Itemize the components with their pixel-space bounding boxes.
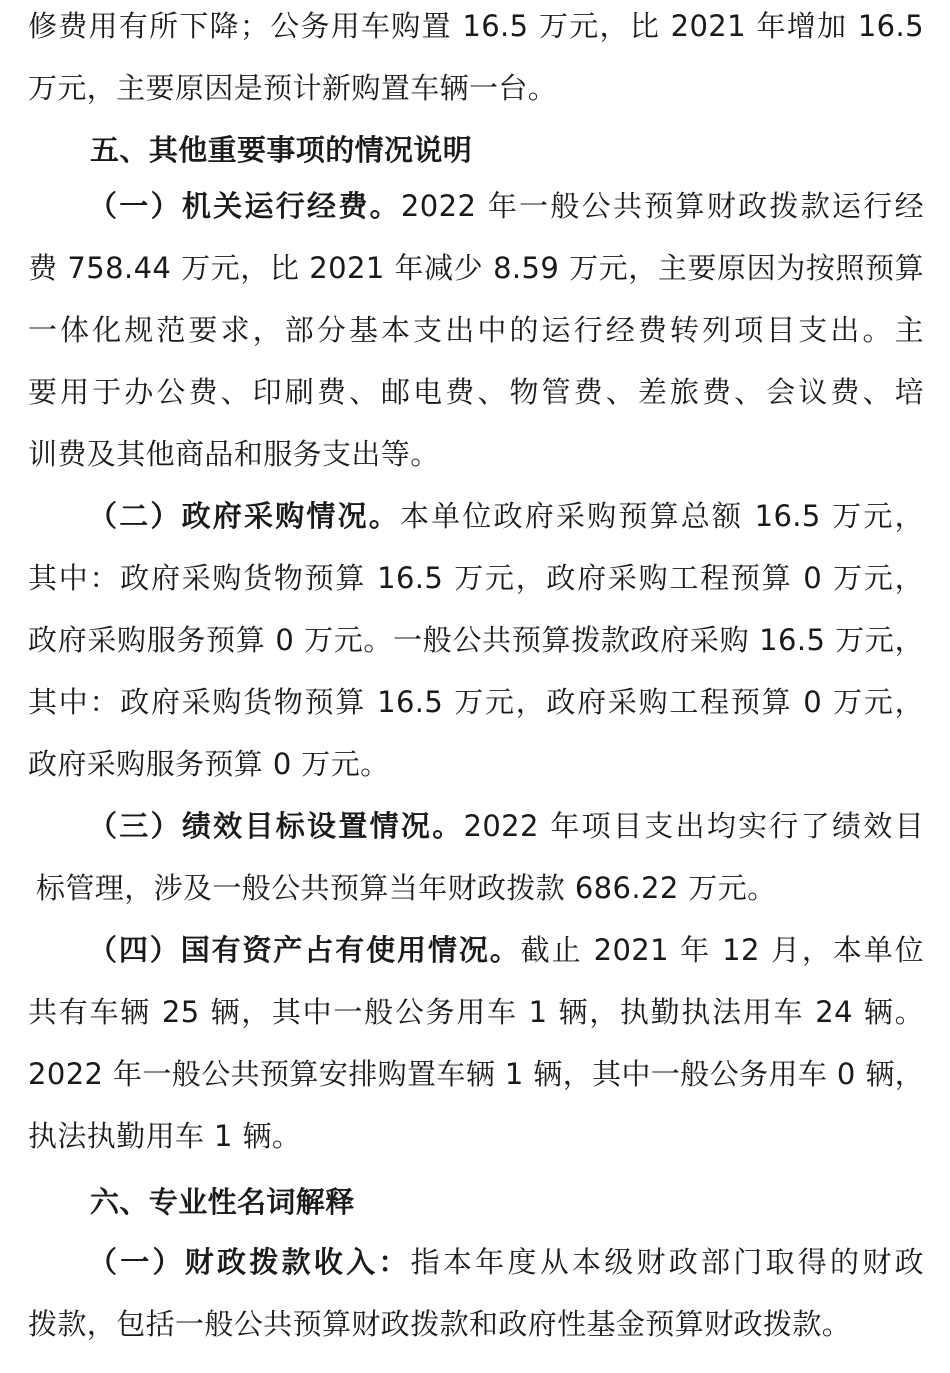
paragraph-line: 一体化规范要求，部分基本支出中的运行经费转列项目支出。主 [28,313,924,347]
item-first-line [88,1242,924,1282]
item-first-line [88,930,924,970]
item-first-line [88,496,924,536]
item-title: （四）国有资产占有使用情况。 [88,933,521,967]
item-text: 指本年度从本级财政部门取得的财政 [410,1245,924,1279]
item-title: （一）机关运行经费。 [88,189,401,223]
item-first-line [88,186,924,226]
paragraph-line: 标管理，涉及一般公共预算当年财政拨款 686.22 万元。 [36,871,777,905]
item-title: （三）绩效目标设置情况。 [88,809,464,843]
item-text: 截止 2021 年 12 月，本单位 [520,933,924,967]
paragraph-line: 政府采购服务预算 0 万元。一般公共预算拨款政府采购 16.5 万元， [28,623,924,657]
item-text: 2022 年一般公共预算财政拨款运行经 [400,189,924,223]
item-first-line [88,806,924,846]
item-text: 本单位政府采购预算总额 16.5 万元， [400,499,924,533]
paragraph-line: 其中：政府采购货物预算 16.5 万元，政府采购工程预算 0 万元， [28,561,924,595]
section-heading: 六、专业性名词解释 [90,1185,355,1219]
paragraph-line: 其中：政府采购货物预算 16.5 万元，政府采购工程预算 0 万元， [28,685,924,719]
paragraph-line: 执法执勤用车 1 辆。 [28,1119,302,1153]
paragraph-line: 要用于办公费、印刷费、邮电费、物管费、差旅费、会议费、培 [28,375,924,409]
item-title: （二）政府采购情况。 [88,499,400,533]
paragraph-line: 共有车辆 25 辆，其中一般公务用车 1 辆，执勤执法用车 24 辆。 [28,995,924,1029]
paragraph-line: 万元，主要原因是预计新购置车辆一台。 [28,71,558,105]
item-text: 2022 年项目支出均实行了绩效目 [463,809,924,843]
paragraph-line: 修费用有所下降；公务用车购置 16.5 万元，比 2021 年增加 16.5 [28,9,924,43]
item-title: （一）财政拨款收入： [88,1245,411,1279]
paragraph-line: 训费及其他商品和服务支出等。 [28,437,440,471]
section-heading: 五、其他重要事项的情况说明 [90,133,473,167]
paragraph-line: 拨款，包括一般公共预算财政拨款和政府性基金预算财政拨款。 [28,1307,852,1341]
paragraph-line: 费 758.44 万元，比 2021 年减少 8.59 万元，主要原因为按照预算 [28,251,924,285]
paragraph-line: 2022 年一般公共预算安排购置车辆 1 辆，其中一般公务用车 0 辆， [28,1057,924,1091]
paragraph-line: 政府采购服务预算 0 万元。 [28,747,390,781]
